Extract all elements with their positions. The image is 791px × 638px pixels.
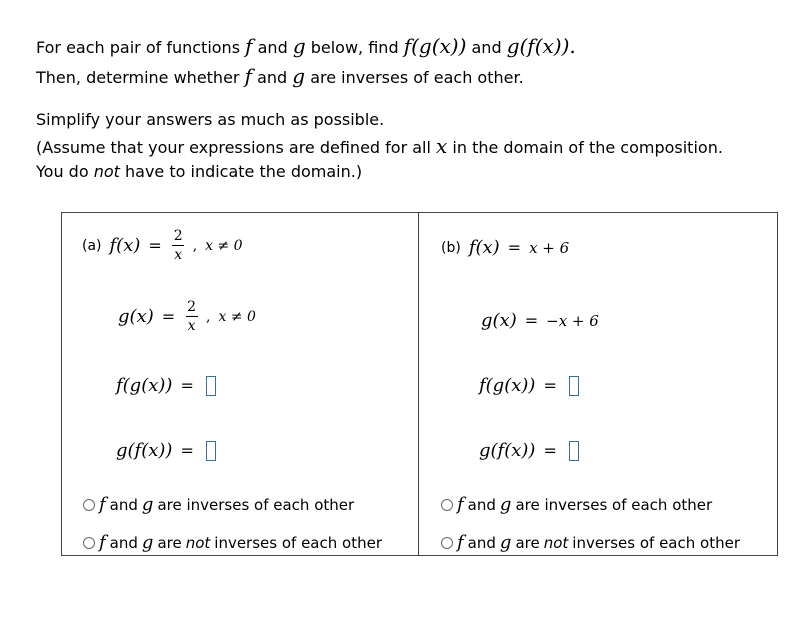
- numerator: 2: [173, 228, 183, 244]
- part-a-f-definition: [82, 228, 243, 263]
- fraction: [172, 228, 185, 263]
- radio-button[interactable]: [83, 499, 95, 511]
- var-x: x: [436, 134, 448, 158]
- var-f: f: [244, 64, 252, 88]
- instruction-line-5: [36, 162, 362, 182]
- part-b-g-definition: [481, 310, 599, 331]
- radio-button[interactable]: [441, 499, 453, 511]
- instruction-text: and: [471, 38, 502, 57]
- g-of-f-label: g(f(x)): [116, 440, 173, 461]
- equals-sign: =: [180, 441, 194, 460]
- var-g: g: [292, 64, 306, 88]
- var-f: f: [99, 532, 106, 553]
- numerator: 2: [187, 299, 197, 315]
- part-a-g-of-f-row: [116, 440, 216, 461]
- part-a-option-inverses[interactable]: [83, 494, 358, 515]
- domain-condition: , x ≠ 0: [206, 308, 256, 325]
- part-a-option-not-inverses[interactable]: [83, 532, 386, 553]
- part-a-label: (a): [82, 237, 102, 254]
- var-g: g: [141, 494, 154, 515]
- radio-button[interactable]: [83, 537, 95, 549]
- instruction-text: (Assume that your expressions are defined for all: [36, 138, 431, 157]
- part-b-f-definition: [441, 237, 569, 258]
- var-f: f: [245, 34, 253, 58]
- denominator: x: [174, 247, 183, 263]
- option-text: are: [515, 533, 540, 552]
- expr-f-of-g: f(g(x)): [403, 34, 467, 58]
- equals-sign: =: [543, 376, 557, 395]
- option-text: and: [109, 495, 138, 514]
- emphasis-not: not: [543, 533, 569, 552]
- g-of-f-label: g(f(x)): [479, 440, 536, 461]
- equals-sign: =: [148, 236, 162, 255]
- fraction: [185, 299, 198, 334]
- f-expression: x + 6: [529, 238, 570, 257]
- equals-sign: =: [543, 441, 557, 460]
- option-text: are: [157, 533, 182, 552]
- instruction-line-2: [36, 66, 524, 88]
- instruction-text: have to indicate the domain.): [125, 162, 363, 181]
- var-f: f: [99, 494, 106, 515]
- option-text: are inverses of each other: [515, 495, 713, 514]
- fraction-bar: [172, 245, 184, 246]
- part-b-f-of-g-row: [479, 375, 579, 396]
- column-divider: [418, 212, 419, 556]
- instruction-line-4: [36, 136, 723, 158]
- g-expression: −x + 6: [546, 311, 599, 330]
- var-g: g: [499, 532, 512, 553]
- radio-button[interactable]: [441, 537, 453, 549]
- var-g: g: [141, 532, 154, 553]
- option-text: and: [467, 495, 496, 514]
- f-of-x: f(x): [468, 237, 500, 258]
- f-of-x: f(x): [109, 235, 141, 256]
- option-text: and: [109, 533, 138, 552]
- denominator: x: [187, 318, 196, 334]
- g-of-x: g(x): [118, 306, 154, 327]
- g-of-x: g(x): [481, 310, 517, 331]
- part-b-option-inverses[interactable]: [441, 494, 716, 515]
- instruction-text: For each pair of functions: [36, 38, 241, 57]
- instruction-text: in the domain of the composition.: [452, 138, 723, 157]
- part-b-g-of-f-row: [479, 440, 579, 461]
- part-b-option-not-inverses[interactable]: [441, 532, 744, 553]
- part-b-label: (b): [441, 239, 461, 256]
- instruction-text: and: [257, 38, 288, 57]
- var-g: g: [499, 494, 512, 515]
- instruction-text: and: [257, 68, 288, 87]
- instruction-line-1: [36, 36, 576, 58]
- instruction-text: are inverses of each other.: [310, 68, 524, 87]
- equals-sign: =: [524, 311, 539, 330]
- var-g: g: [292, 34, 306, 58]
- option-text: are inverses of each other: [157, 495, 355, 514]
- f-of-g-label: f(g(x)): [479, 375, 536, 396]
- g-of-f-answer-input[interactable]: [206, 441, 216, 461]
- emphasis-not: not: [185, 533, 211, 552]
- equals-sign: =: [161, 307, 176, 326]
- emphasis-not: not: [93, 162, 120, 181]
- var-f: f: [457, 494, 464, 515]
- instruction-line-3: Simplify your answers as much as possible.: [36, 110, 385, 129]
- f-of-g-answer-input[interactable]: [569, 376, 579, 396]
- g-of-f-answer-input[interactable]: [569, 441, 579, 461]
- option-text: and: [467, 533, 496, 552]
- part-a-f-of-g-row: [116, 375, 216, 396]
- equals-sign: =: [180, 376, 194, 395]
- var-f: f: [457, 532, 464, 553]
- fraction-bar: [186, 316, 198, 317]
- instruction-text: Then, determine whether: [36, 68, 240, 87]
- domain-condition: , x ≠ 0: [192, 237, 243, 254]
- option-text: inverses of each other: [572, 533, 740, 552]
- instruction-text: below, find: [310, 38, 399, 57]
- option-text: inverses of each other: [214, 533, 382, 552]
- f-of-g-answer-input[interactable]: [206, 376, 216, 396]
- instruction-text: You do: [36, 162, 89, 181]
- equals-sign: =: [507, 238, 522, 257]
- f-of-g-label: f(g(x)): [116, 375, 173, 396]
- expr-g-of-f: g(f(x)).: [506, 34, 576, 58]
- part-a-g-definition: [118, 299, 256, 334]
